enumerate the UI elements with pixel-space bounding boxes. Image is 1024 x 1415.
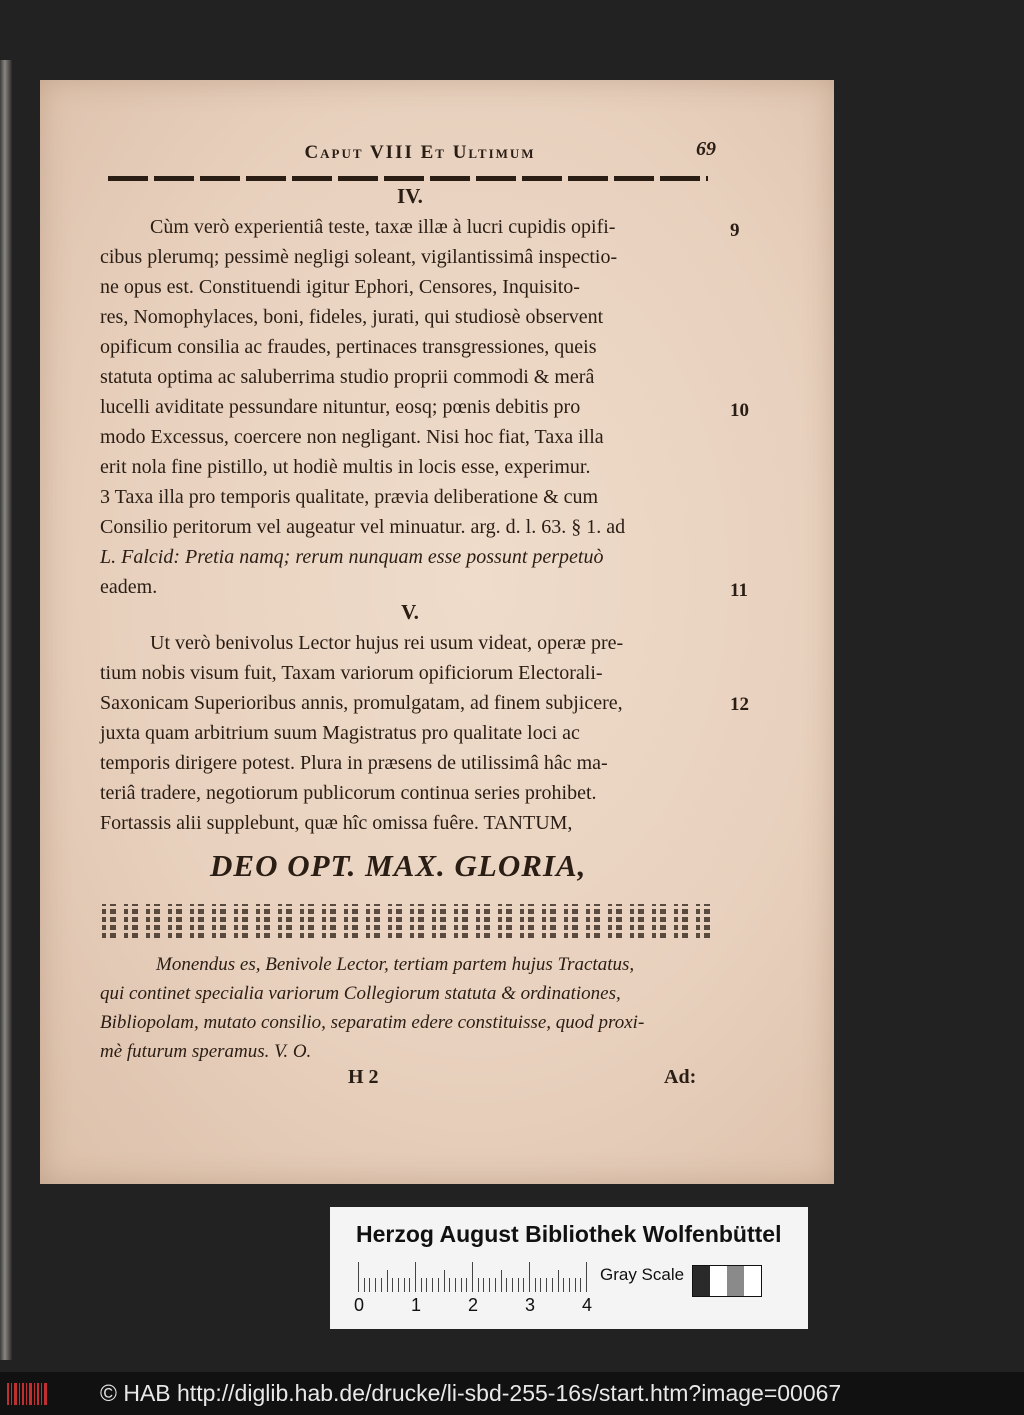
margin-number: 9: [730, 220, 740, 241]
margin-number: 10: [730, 400, 749, 421]
ornament-border: [102, 904, 716, 938]
ruler-tick: [529, 1262, 530, 1292]
ruler-tick: [392, 1278, 393, 1292]
text-line: teriâ tradere, negotiorum publicorum continua series prohibet.: [100, 782, 597, 804]
text-line: opificum consilia ac fraudes, pertinaces transgressiones, queis: [100, 336, 597, 358]
ruler-number: 0: [354, 1295, 365, 1315]
ruler-tick: [455, 1278, 456, 1292]
text-line: lucelli aviditate pessundare nituntur, eosq; pœnis debitis pro: [100, 396, 581, 418]
ruler-tick: [404, 1278, 405, 1292]
ruler-tick: [478, 1278, 479, 1292]
gray-swatch: [744, 1266, 761, 1296]
ruler-tick: [421, 1278, 422, 1292]
ruler-tick: [381, 1278, 382, 1292]
ruler-tick: [586, 1262, 587, 1292]
text-line: Ut verò benivolus Lector hujus rei usum videat, operæ pre-: [150, 632, 624, 654]
ruler-tick: [489, 1278, 490, 1292]
footer-copyright-link[interactable]: © HAB http://diglib.hab.de/drucke/li-sbd-255-16s/start.htm?image=00067: [100, 1380, 842, 1406]
ruler-tick: [506, 1278, 507, 1292]
ruler-tick: [483, 1278, 484, 1292]
hab-barcode-logo-icon: [4, 1379, 50, 1409]
running-head: Caput VIII Et Ultimum: [304, 142, 536, 163]
ruler-tick: [369, 1278, 370, 1292]
ruler-tick: [466, 1278, 467, 1292]
footer-bar: [0, 1372, 1024, 1415]
text-line: cibus plerumq; pessimè negligi soleant, vigilantissimâ inspectio-: [100, 246, 618, 268]
text-line: modo Excessus, coercere non negligant. Nisi hoc fiat, Taxa illa: [100, 426, 604, 448]
section-title-v: V.: [401, 600, 419, 624]
ruler-tick: [495, 1278, 496, 1292]
closing-doxology: DEO OPT. MAX. GLORIA,: [210, 848, 587, 883]
header-rule: [108, 176, 708, 181]
text-line: Consilio peritorum vel augeatur vel minuatur. arg. d. l. 63. § 1. ad: [100, 516, 626, 538]
section-title-iv: IV.: [397, 184, 423, 208]
text-line: ne opus est. Constituendi igitur Ephori, Censores, Inquisito-: [100, 276, 580, 298]
ruler-tick: [518, 1278, 519, 1292]
text-line: temporis dirigere potest. Plura in præsens de utilissimâ hâc ma-: [100, 752, 608, 774]
ruler-tick: [523, 1278, 524, 1292]
ruler-number: 4: [582, 1295, 593, 1315]
ruler-tick: [358, 1262, 359, 1292]
note-line: Bibliopolam, mutato consilio, separatim edere constituisse, quod proxi-: [100, 1012, 645, 1033]
book-page: [40, 80, 834, 1184]
text-line: eadem.: [100, 576, 158, 598]
ruler-tick: [461, 1278, 462, 1292]
margin-number: 11: [730, 580, 748, 601]
note-line: mè futurum speramus. V. O.: [100, 1041, 312, 1062]
gray-scale-label: Gray Scale: [600, 1265, 685, 1284]
signature-mark: H 2: [348, 1066, 379, 1088]
ruler-tick: [449, 1278, 450, 1292]
ruler-tick: [535, 1278, 536, 1292]
ruler-tick: [364, 1278, 365, 1292]
text-line: 3 Taxa illa pro temporis qualitate, prævia deliberatione & cum: [100, 486, 599, 508]
gray-swatch: [693, 1266, 710, 1296]
scale-ruler: [358, 1262, 590, 1292]
ruler-tick: [512, 1278, 513, 1292]
ruler-number: 1: [411, 1295, 422, 1315]
ruler-tick: [558, 1270, 559, 1292]
ruler-tick: [398, 1278, 399, 1292]
text-line: Fortassis alii supplebunt, quæ hîc omissa fuêre. TANTUM,: [100, 812, 573, 834]
ruler-tick: [501, 1270, 502, 1292]
ruler-tick: [540, 1278, 541, 1292]
text-line: L. Falcid: Pretia namq; rerum nunquam esse possunt perpetuò: [100, 546, 604, 568]
catchword: Ad:: [664, 1066, 697, 1088]
ruler-tick: [438, 1278, 439, 1292]
margin-number: 12: [730, 694, 749, 715]
page-number: 69: [696, 138, 716, 160]
note-line: Monendus es, Benivole Lector, tertiam partem hujus Tractatus,: [156, 954, 635, 975]
text-line: tium nobis visum fuit, Taxam variorum opificiorum Electorali-: [100, 662, 603, 684]
note-line: qui continet specialia variorum Collegiorum statuta & ordinationes,: [100, 983, 621, 1004]
ruler-tick: [552, 1278, 553, 1292]
text-line: res, Nomophylaces, boni, fideles, jurati, qui studiosè observent: [100, 306, 604, 328]
ruler-tick: [426, 1278, 427, 1292]
text-line: Cùm verò experientiâ teste, taxæ illæ à lucri cupidis opifi-: [150, 216, 616, 238]
ruler-tick: [415, 1262, 416, 1292]
text-line: juxta quam arbitrium suum Magistratus pro qualitate loci ac: [100, 722, 580, 744]
text-line: erit nola fine pistillo, ut hodiè multis in locis esse, experimur.: [100, 456, 591, 478]
ruler-tick: [375, 1278, 376, 1292]
ruler-tick: [575, 1278, 576, 1292]
ruler-tick: [472, 1262, 473, 1292]
ruler-number: 2: [468, 1295, 479, 1315]
ruler-tick: [546, 1278, 547, 1292]
ruler-tick: [580, 1278, 581, 1292]
library-color-target: [330, 1207, 808, 1329]
ruler-tick: [563, 1278, 564, 1292]
ruler-number: 3: [525, 1295, 536, 1315]
ruler-tick: [569, 1278, 570, 1292]
book-edge: [0, 60, 12, 1360]
text-line: Saxonicam Superioribus annis, promulgatam, ad finem subjicere,: [100, 692, 623, 714]
gray-scale-swatches: [692, 1265, 762, 1297]
ruler-tick: [387, 1270, 388, 1292]
ruler-tick: [432, 1278, 433, 1292]
ruler-tick: [409, 1278, 410, 1292]
text-line: statuta optima ac saluberrima studio proprii commodi & merâ: [100, 366, 595, 388]
ruler-tick: [444, 1270, 445, 1292]
gray-swatch: [710, 1266, 727, 1296]
gray-swatch: [727, 1266, 744, 1296]
library-name: Herzog August Bibliothek Wolfenbüttel: [356, 1221, 782, 1247]
